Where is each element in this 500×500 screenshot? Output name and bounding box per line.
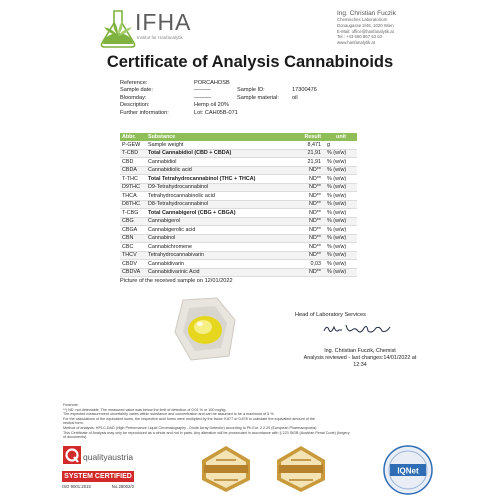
footnote-line: The expected measurement uncertainty varies within substance and concentration and can be assumed to be a maximum of 5 %. bbox=[63, 412, 275, 417]
col-result-header: Result bbox=[297, 133, 325, 141]
info-label: Sample ID: bbox=[237, 87, 265, 94]
logo-subtitle: Institut für Hanfanalytik bbox=[137, 35, 183, 40]
cell-abbr: CBN bbox=[120, 234, 146, 243]
cell-abbr: CBDA bbox=[120, 166, 146, 175]
col-unit-header: unit bbox=[325, 133, 357, 141]
cell-result: 21,91 bbox=[297, 158, 325, 167]
cell-substance: Cannabigerolic acid bbox=[146, 226, 297, 235]
cell-substance: Tetrahydrocannabivarin bbox=[146, 251, 297, 260]
cell-abbr: THCV bbox=[120, 251, 146, 260]
signature-block bbox=[285, 348, 435, 369]
table-row bbox=[120, 217, 357, 226]
table-row bbox=[120, 226, 357, 235]
cell-abbr: CBC bbox=[120, 243, 146, 252]
cell-result: ND** bbox=[297, 243, 325, 252]
cell-substance: Total Cannabidiol (CBD + CBDA) bbox=[146, 149, 297, 158]
cell-abbr: CBG bbox=[120, 217, 146, 226]
cell-abbr: T-THC bbox=[120, 175, 146, 184]
cell-substance: D8-Tetrahydrocannabinol bbox=[146, 200, 297, 209]
lab-name: Ing. Christian Fuczik bbox=[337, 10, 396, 17]
lab-line: www.hanfanalytik.at bbox=[337, 40, 375, 46]
qa-number: No.28002/0 bbox=[111, 484, 134, 489]
qa-brand-text: qualityaustria bbox=[83, 452, 134, 462]
cell-unit: % (w/w) bbox=[325, 251, 357, 260]
cell-abbr: D9THC bbox=[120, 183, 146, 192]
table-row bbox=[120, 141, 357, 149]
cell-result: 0,03 bbox=[297, 260, 325, 269]
cell-unit: % (w/w) bbox=[325, 166, 357, 175]
iqnet-badge-icon bbox=[378, 444, 438, 496]
cell-substance: Total Cannabigerol (CBG + CBGA) bbox=[146, 209, 297, 218]
cell-abbr: CBDVA bbox=[120, 268, 146, 277]
document-title: Certificate of Analysis Cannabinoids bbox=[106, 53, 394, 71]
description-value: Hemp oil 20% bbox=[194, 102, 229, 109]
sample-date-value: ——— bbox=[194, 87, 211, 94]
cell-result: ND** bbox=[297, 175, 325, 184]
cell-result: 8,471 bbox=[297, 141, 325, 149]
col-substance-header: Substance bbox=[146, 133, 297, 141]
footnote-line: neutral form. bbox=[63, 421, 84, 426]
col-abbr-header: Abbr. bbox=[120, 133, 146, 141]
cell-result: ND** bbox=[297, 183, 325, 192]
cell-abbr: CBDV bbox=[120, 260, 146, 269]
table-header-row bbox=[120, 133, 357, 141]
cell-unit: % (w/w) bbox=[325, 175, 357, 184]
cell-result: ND** bbox=[297, 251, 325, 260]
lab-line: Donaugasse 2/46, 1020 Wien bbox=[337, 22, 394, 28]
cell-unit: % (w/w) bbox=[325, 234, 357, 243]
footnote-line: **) ND: not detectable. The measured value was below the limit of detection of 0.01 % or 100 mg/kg. bbox=[63, 407, 227, 412]
info-label: Further information: bbox=[120, 109, 169, 116]
cell-substance: Cannabidivarinic Acid bbox=[146, 268, 297, 277]
table-row bbox=[120, 234, 357, 243]
cell-abbr: T-CBG bbox=[120, 209, 146, 218]
cell-unit: % (w/w) bbox=[325, 200, 357, 209]
review-time: 12:34 bbox=[353, 362, 367, 368]
table-row bbox=[120, 243, 357, 252]
cell-substance: Total Tetrahydrocannabinol (THC + THCA) bbox=[146, 175, 297, 184]
cell-unit: % (w/w) bbox=[325, 209, 357, 218]
table-row bbox=[120, 268, 357, 277]
sample-material-value: oil bbox=[292, 94, 298, 101]
cell-unit: % (w/w) bbox=[325, 158, 357, 167]
footnote-line: Footnote: bbox=[63, 403, 79, 407]
footnote-line: This Certificate of Analysis may only be reproduced as a whole and not in parts. Any alteration will be prosecuted in accordance with § 223 StGB (Austrian Penal Code) (forgery bbox=[63, 430, 350, 435]
further-info-value: Lot: CAH05B-071 bbox=[194, 109, 238, 116]
cell-abbr: CBGA bbox=[120, 226, 146, 235]
quality-austria-badge bbox=[62, 444, 134, 496]
cell-substance: Cannabigerol bbox=[146, 217, 297, 226]
sample-photo bbox=[155, 290, 255, 370]
footnote-line: For the calculations of the equivalent sums, the respective acid forms were multiplied by the factor 0.877 or 0.878 to calculate the equivalent amount of the bbox=[63, 416, 315, 421]
cell-result: ND** bbox=[297, 166, 325, 175]
cell-unit: % (w/w) bbox=[325, 217, 357, 226]
cell-unit: % (w/w) bbox=[325, 226, 357, 235]
cell-result: ND** bbox=[297, 192, 325, 201]
cell-substance: Cannabidiolic acid bbox=[146, 166, 297, 175]
table-row bbox=[120, 175, 357, 184]
cell-substance: Tetrahydrocannabinolic acid bbox=[146, 192, 297, 201]
cell-abbr: CBD bbox=[120, 158, 146, 167]
signature-mark bbox=[320, 322, 400, 336]
qa-iso: ISO 9001:2015 bbox=[62, 484, 91, 489]
cell-substance: Cannabidiol bbox=[146, 158, 297, 167]
cell-abbr: P-GEW bbox=[120, 141, 146, 149]
cell-result: ND** bbox=[297, 209, 325, 218]
sample-info-right bbox=[237, 87, 317, 102]
cell-substance: Sample weight bbox=[146, 141, 297, 149]
lab-line: Tel.: +43 660 867 63 63 bbox=[337, 34, 383, 40]
chemist-name: Ing. Christian Fuczik, Chemist bbox=[324, 348, 396, 354]
cell-unit: % (w/w) bbox=[325, 268, 357, 277]
reference-value: PORCAHOSB bbox=[194, 80, 230, 86]
cell-abbr: THCA bbox=[120, 192, 146, 201]
info-label: Reference: bbox=[120, 80, 148, 86]
qa-system-certified: SYSTEM CERTIFIED bbox=[62, 471, 134, 482]
cell-abbr: D8THC bbox=[120, 200, 146, 209]
info-label: Sample date: bbox=[120, 87, 153, 94]
info-label: Description: bbox=[120, 102, 150, 109]
table-row bbox=[120, 166, 357, 175]
table-row bbox=[120, 200, 357, 209]
cell-result: ND** bbox=[297, 200, 325, 209]
gold-seal-icon bbox=[273, 444, 329, 494]
cell-substance: Cannabidivarin bbox=[146, 260, 297, 269]
cell-result: ND** bbox=[297, 268, 325, 277]
sample-info-left bbox=[120, 80, 238, 117]
picture-caption: Picture of the received sample on 12/01/2022 bbox=[120, 278, 233, 284]
cell-result: ND** bbox=[297, 226, 325, 235]
table-row bbox=[120, 192, 357, 201]
cell-unit: % (w/w) bbox=[325, 149, 357, 158]
footnote-line: Method of analysis: HPLC-DAD (High Performance Liquid Chromatography - Diode Array Detector) according to Ph.Eur. 2.2.29 (European Pharmacopoeia) bbox=[63, 425, 317, 430]
cell-result: ND** bbox=[297, 234, 325, 243]
cell-substance: Cannabichromene bbox=[146, 243, 297, 252]
table-row bbox=[120, 260, 357, 269]
cell-unit: % (w/w) bbox=[325, 192, 357, 201]
footnote-line: of documents). bbox=[63, 435, 88, 440]
review-line: Analysis reviewed - last changes:14/01/2022 at bbox=[303, 355, 417, 361]
info-label: Bloomday: bbox=[120, 94, 147, 101]
info-label: Sample material: bbox=[237, 94, 279, 101]
lab-line: Chemisches Laboratorium bbox=[337, 17, 388, 22]
lab-address bbox=[337, 10, 457, 46]
lab-line: E-Mail: office@hanfanalytik.at bbox=[337, 28, 394, 34]
quality-austria-logo bbox=[62, 444, 134, 470]
table-row bbox=[120, 158, 357, 167]
cell-result: 21,91 bbox=[297, 149, 325, 158]
cell-abbr: T-CBD bbox=[120, 149, 146, 158]
cell-unit: % (w/w) bbox=[325, 243, 357, 252]
bloomday-value: ——— bbox=[194, 94, 211, 101]
cell-substance: D9-Tetrahydrocannabinol bbox=[146, 183, 297, 192]
logo-text: IFHA bbox=[135, 9, 192, 35]
iqnet-text: IQNet bbox=[397, 466, 419, 476]
cell-substance: Cannabinol bbox=[146, 234, 297, 243]
cell-unit: g bbox=[325, 141, 357, 149]
head-of-lab-label: Head of Laboratory Services bbox=[295, 312, 366, 318]
gold-seal-icon bbox=[198, 444, 254, 494]
cell-unit: % (w/w) bbox=[325, 183, 357, 192]
table-row bbox=[120, 183, 357, 192]
sample-id-value: 17300476 bbox=[292, 87, 317, 94]
cell-unit: % (w/w) bbox=[325, 260, 357, 269]
table-row bbox=[120, 251, 357, 260]
table-row bbox=[120, 149, 357, 158]
footnotes bbox=[63, 403, 438, 440]
results-table bbox=[120, 133, 357, 277]
table-row bbox=[120, 209, 357, 218]
cell-result: ND** bbox=[297, 217, 325, 226]
